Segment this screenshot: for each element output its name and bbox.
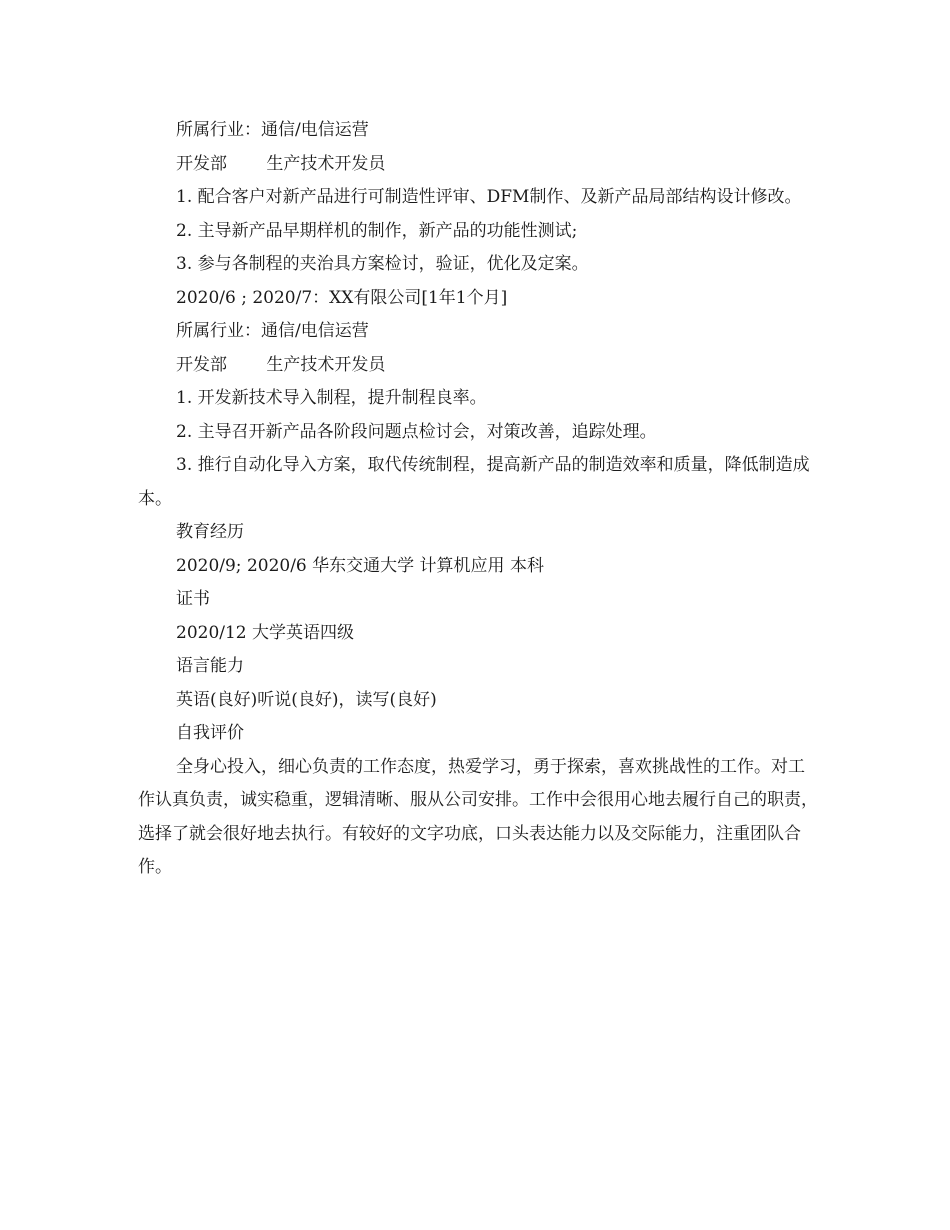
language-heading: 语言能力 (176, 656, 244, 676)
self-evaluation-heading: 自我评价 (176, 723, 244, 743)
duty-item-1-2: 2. 主导新产品早期样机的制作，新产品的功能性测试; (176, 220, 578, 241)
certificate-entry: 2020/12 大学英语四级 (176, 622, 355, 643)
education-entry: 2020/9; 2020/6 华东交通大学 计算机应用 本科 (176, 555, 544, 576)
duty-item-1-1: 1. 配合客户对新产品进行可制造性评审、DFM制作、及新产品局部结构设计修改。 (176, 187, 802, 207)
industry-line-1: 所属行业：通信/电信运营 (176, 120, 369, 140)
duty-item-1-3: 3. 参与各制程的夹治具方案检讨，验证，优化及定案。 (176, 254, 589, 274)
document-page (138, 114, 818, 885)
self-evaluation-text: 全身心投入，细心负责的工作态度，热爱学习，勇于探索，喜欢挑战性的工作。对工作认真负责，诚实稳重，逻辑清晰、服从公司安排。工作中会很用心地去履行自己的职责，选择了就会很好地去执行。有较好的文字功底，口头表达能力以及交际能力，注重团队合作。 (138, 756, 818, 877)
certificate-heading: 证书 (176, 589, 210, 609)
duty-item-2-3: 3. 推行自动化导入方案，取代传统制程，提高新产品的制造效率和质量，降低制造成本。 (138, 455, 810, 509)
education-heading: 教育经历 (176, 522, 244, 542)
department-line-2: 开发部 生产技术开发员 (176, 354, 386, 375)
industry-line-2: 所属行业：通信/电信运营 (176, 321, 369, 341)
employment-period-line: 2020/6 ; 2020/7：XX有限公司[1年1个月] (176, 287, 508, 308)
department-line-1: 开发部 生产技术开发员 (176, 153, 386, 174)
duty-item-2-1: 1. 开发新技术导入制程，提升制程良率。 (176, 388, 487, 408)
duty-item-2-2: 2. 主导召开新产品各阶段问题点检讨会，对策改善，追踪处理。 (176, 421, 657, 442)
language-entry: 英语(良好)听说(良好)，读写(良好) (176, 689, 437, 710)
